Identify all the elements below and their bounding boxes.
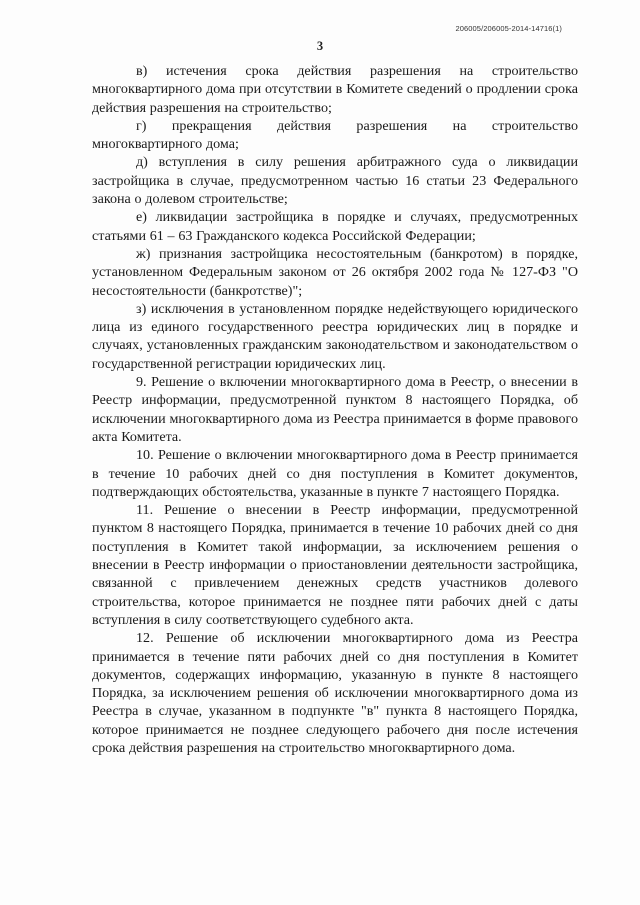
paragraph-zh: ж) признания застройщика несостоятельным (банкротом) в порядке, установленном Федеральным законом от 26 октября 2002 года № 127-ФЗ "О несостоятельности (банкротстве)"; — [92, 245, 578, 299]
paragraph-d: д) вступления в силу решения арбитражного суда о ликвидации застройщика в случае, предусмотренном частью 16 статьи 23 Федерального закона о долевом строительстве; — [92, 154, 578, 208]
document-code: 206005/206005-2014-14716(1) — [455, 24, 562, 33]
paragraph-11: 11. Решение о внесении в Реестр информации, предусмотренной пунктом 8 настоящего Порядка, принимается в течение 10 рабочих дней со дня поступления в Комитет такой информации, за исключением решения о внесении в Реестр информации о приостановлении деятельности застройщика, связанной с привлечением денежных средств участников долевого строительства, которое принимается не позднее пяти рабочих дней с даты вступления в силу соответствующего судебного акта. — [92, 502, 578, 628]
paragraph-9: 9. Решение о включении многоквартирного дома в Реестр, о внесении в Реестр информации, предусмотренной пунктом 8 настоящего Порядка, об исключении многоквартирного дома из Реестра принимается в форме правового акта Комитета. — [92, 374, 578, 445]
paragraph-10: 10. Решение о включении многоквартирного дома в Реестр принимается в течение 10 рабочих дней со дня поступления в Комитет документов, подтверждающих обстоятельства, указанные в пункте 7 настоящего Порядка. — [92, 447, 578, 500]
paragraph-e: е) ликвидации застройщика в порядке и случаях, предусмотренных статьями 61 – 63 Гражданского кодекса Российской Федерации; — [92, 209, 578, 244]
paragraph-12: 12. Решение об исключении многоквартирного дома из Реестра принимается в течение пяти рабочих дней со дня поступления в Комитет документов, содержащих информацию, указанную в пункте 8 настоящего Порядка, за исключением решения об исключении многоквартирного дома из Реестра в случае, указанном в подпункте "в" пункта 8 настоящего Порядка, которое принимается не позднее следующего рабочего дня после истечения срока действия разрешения на строительство многоквартирного дома. — [92, 630, 578, 756]
document-body — [92, 62, 578, 757]
paragraph-z: з) исключения в установленном порядке недействующего юридического лица из единого государственного реестра юридических лиц в порядке и случаях, установленных гражданским законодательством и законодательством о государственной регистрации юридических лиц. — [92, 300, 578, 372]
paragraph-g: г) прекращения действия разрешения на строительство многоквартирного дома; — [92, 117, 578, 153]
page-number: 3 — [316, 39, 324, 53]
paragraph-v: в) истечения срока действия разрешения на строительство многоквартирного дома при отсутствии в Комитете сведений о продлении срока действия разрешения на строительство; — [92, 63, 578, 116]
